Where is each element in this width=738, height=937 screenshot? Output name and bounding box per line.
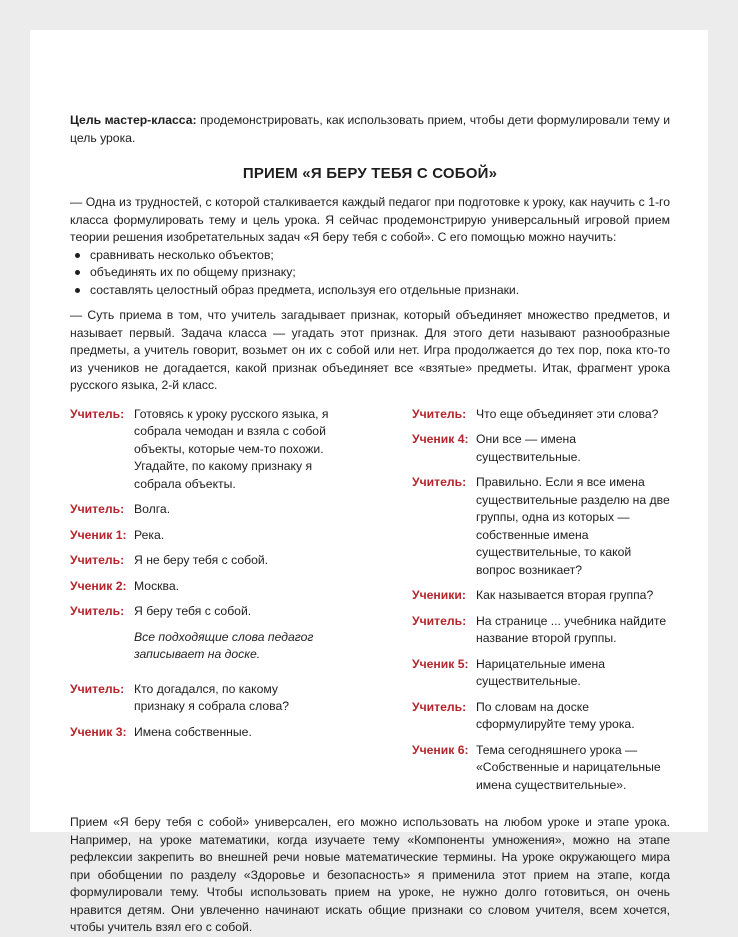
dialog-line <box>412 406 670 424</box>
utterance: Что еще объединяет эти слова? <box>476 406 659 421</box>
dialog-line <box>412 587 670 605</box>
section-title: ПРИЕМ «Я БЕРУ ТЕБЯ С СОБОЙ» <box>242 165 498 182</box>
dialog-column-left <box>70 406 332 803</box>
dialog-line <box>70 552 332 570</box>
utterance: Река. <box>134 527 165 542</box>
document-page <box>30 30 708 934</box>
bullet-item: объединять их по общему признаку; <box>90 264 670 282</box>
utterance: Нарицательные имена существительные. <box>476 656 606 688</box>
speaker-label: Учитель: <box>70 604 125 618</box>
stage-note: Все подходящие слова педагог записывает на доске. <box>134 629 314 661</box>
utterance: Я не беру тебя с собой. <box>134 553 269 567</box>
speaker-label: Учитель: <box>412 699 467 714</box>
dialog-line <box>412 742 670 795</box>
speaker-label: Учитель: <box>70 502 125 516</box>
speaker-label: Ученики: <box>412 588 466 602</box>
document-content <box>70 112 670 937</box>
utterance: Волга. <box>134 502 171 516</box>
bullet-item: составлять целостный образ предмета, используя его отдельные признаки. <box>90 282 670 300</box>
dialog-line <box>70 406 332 494</box>
speaker-label: Ученик 5: <box>412 656 469 671</box>
dialog-line <box>412 474 670 579</box>
dialog-line <box>70 724 332 742</box>
utterance: Готовясь к уроку русского языка, я собрала чемодан и взяла с собой объекты, которые чем-то похожи. Угадайте, по какому признаку я собрала объекты. <box>134 406 329 491</box>
speaker-label: Учитель: <box>412 613 467 628</box>
bullet-item: сравнивать несколько объектов; <box>90 247 670 265</box>
speaker-label: Учитель: <box>412 475 467 489</box>
speaker-label: Ученик 1: <box>70 527 127 542</box>
speaker-label: Учитель: <box>70 406 125 421</box>
dialog-line <box>70 527 332 545</box>
utterance: Кто догадался, по какому признаку я собрала слова? <box>134 681 290 713</box>
lesson-dialog <box>70 406 670 803</box>
speaker-label: Учитель: <box>412 406 467 421</box>
goal-text: продемонстрировать, как использовать прием, чтобы дети формулировали тему и цель урока. <box>70 113 671 145</box>
dialog-line <box>412 699 670 734</box>
dialog-line <box>70 681 332 716</box>
speaker-label: Ученик 4: <box>412 432 469 446</box>
utterance: Я беру тебя с собой. <box>134 604 252 618</box>
speaker-label: Ученик 6: <box>412 742 469 757</box>
speaker-label: Ученик 2: <box>70 578 127 593</box>
utterance: Как называется вторая группа? <box>476 588 654 602</box>
speaker-label: Учитель: <box>70 681 125 696</box>
goal-paragraph <box>70 112 670 147</box>
dialog-line <box>412 656 670 691</box>
intro-paragraph: — Одна из трудностей, с которой сталкивается каждый педагог при подготовке к уроку, как научить с 1-го класса формулировать тему и цель урока. Я сейчас продемонстрирую универсальный игровой прием теории решения изобретательных задач «Я беру тебя с собой». С его помощью можно научить: <box>70 195 670 244</box>
speaker-label: Учитель: <box>70 553 125 567</box>
dialog-line <box>70 603 332 621</box>
utterance: По словам на доске сформулируйте тему урока. <box>476 699 635 731</box>
conclusion-paragraph: Прием «Я беру тебя с собой» универсален, его можно использовать на любом уроке и этапе урока. Например, на уроке математики, когда изучаете тему «Компоненты умножения», можно на этапе рефлексии закрепить во внешней речи новые математические термины. На уроке окружающего мира при обобщении по разделу «Здоровье и безопасность» я применила этот прием на этапе, когда формулировали тему. Чтобы использовать прием на уроке, не нужно долго готовиться, он очень нравится детям. Они увлеченно начинают искать общие признаки со словом учителя, всем хочется, чтобы учитель взял его с собой. <box>70 815 670 934</box>
utterance: Они все — имена существительные. <box>476 432 581 464</box>
utterance: Тема сегодняшнего урока — «Собственные и нарицательные имена существительные». <box>476 742 661 792</box>
dialog-line <box>70 578 332 596</box>
utterance: Правильно. Если я все имена существительные разделю на две группы, одна из которых — собственные имена существительные, то какой вопрос возникает? <box>476 475 670 577</box>
goal-label: Цель мастер-класса: <box>70 113 197 127</box>
essence-paragraph: — Суть приема в том, что учитель загадывает признак, который объединяет множество предметов, и называет первый. Задача класса — угадать этот признак. Для этого дети называют разнообразные предметы, а учитель говорит, возьмет он их с собой или нет. Игра продолжается до тех пор, пока кто-то из учеников не догадается, какой признак объединяет все «взятые» предметы. Итак, фрагмент урока русского языка, 2-й класс. <box>70 308 670 392</box>
utterance: На странице ... учебника найдите название второй группы. <box>476 613 667 645</box>
dialog-line <box>412 431 670 466</box>
speaker-label: Ученик 3: <box>70 724 127 739</box>
utterance: Москва. <box>134 578 179 593</box>
dialog-line <box>412 613 670 648</box>
dialog-line <box>70 501 332 519</box>
dialog-column-right <box>412 406 670 803</box>
bullet-list <box>70 247 670 300</box>
utterance: Имена собственные. <box>134 724 252 739</box>
